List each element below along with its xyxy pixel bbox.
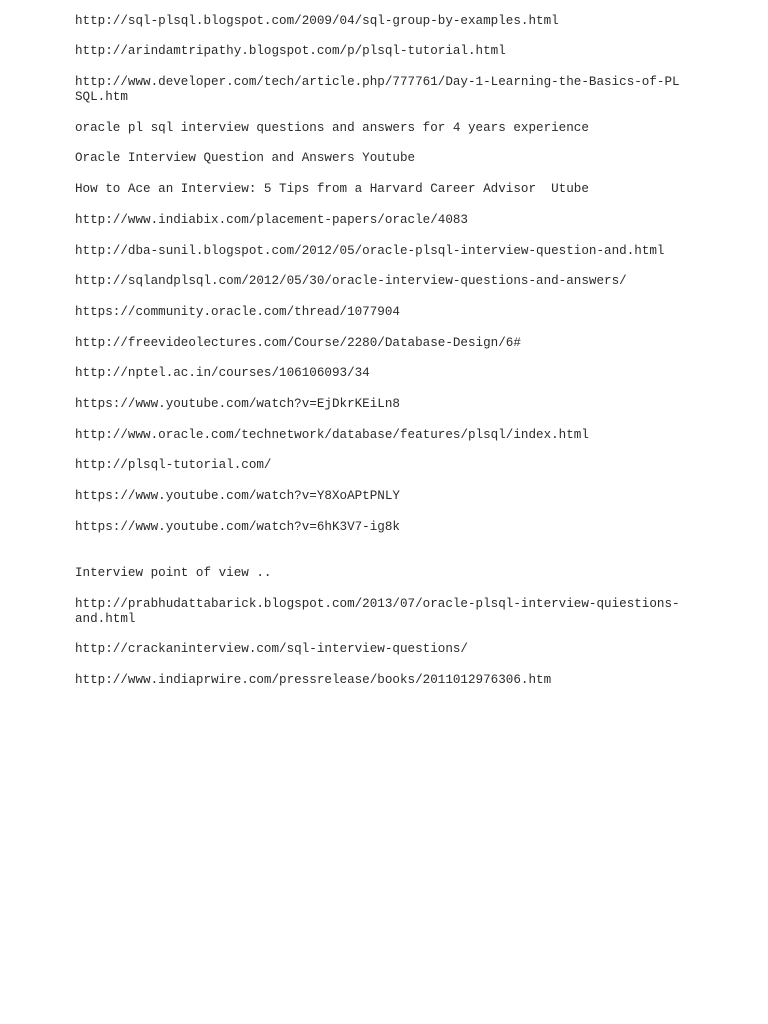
link-developer-article-line-2[interactable]: SQL.htm bbox=[75, 90, 128, 104]
link-freevideolectures-database-design[interactable]: http://freevideolectures.com/Course/2280/Database-Design/6# bbox=[75, 336, 521, 350]
link-sql-plsql-group-by[interactable]: http://sql-plsql.blogspot.com/2009/04/sql-group-by-examples.html bbox=[75, 14, 559, 28]
link-indiaprwire-pressrelease[interactable]: http://www.indiaprwire.com/pressrelease/books/2011012976306.htm bbox=[75, 673, 552, 687]
link-developer-article-line-1[interactable]: http://www.developer.com/tech/article.php/777761/Day-1-Learning-the-Basics-of-PL bbox=[75, 75, 680, 89]
section-heading-interview-point-of-view: Interview point of view .. bbox=[75, 566, 272, 580]
link-oracle-community-thread[interactable]: https://community.oracle.com/thread/1077904 bbox=[75, 305, 400, 319]
link-arindamtripathy-plsql-tutorial[interactable]: http://arindamtripathy.blogspot.com/p/plsql-tutorial.html bbox=[75, 44, 506, 58]
link-plsql-tutorial-site[interactable]: http://plsql-tutorial.com/ bbox=[75, 458, 272, 472]
link-youtube-video-3[interactable]: https://www.youtube.com/watch?v=6hK3V7-ig8k bbox=[75, 520, 400, 534]
link-nptel-course[interactable]: http://nptel.ac.in/courses/106106093/34 bbox=[75, 366, 370, 380]
note-ace-interview-tips: How to Ace an Interview: 5 Tips from a Harvard Career Advisor Utube bbox=[75, 182, 589, 196]
link-youtube-video-2[interactable]: https://www.youtube.com/watch?v=Y8XoAPtPNLY bbox=[75, 489, 400, 503]
link-prabhudattabarick-line-1[interactable]: http://prabhudattabarick.blogspot.com/2013/07/oracle-plsql-interview-quiestions- bbox=[75, 597, 680, 611]
link-crackaninterview-sql[interactable]: http://crackaninterview.com/sql-interview-questions/ bbox=[75, 642, 468, 656]
note-oracle-interview-youtube: Oracle Interview Question and Answers Youtube bbox=[75, 151, 416, 165]
link-oracle-plsql-features[interactable]: http://www.oracle.com/technetwork/database/features/plsql/index.html bbox=[75, 428, 589, 442]
link-indiabix-placement-papers[interactable]: http://www.indiabix.com/placement-papers/oracle/4083 bbox=[75, 213, 468, 227]
note-oracle-interview-4-years: oracle pl sql interview questions and answers for 4 years experience bbox=[75, 121, 589, 135]
link-prabhudattabarick-line-2[interactable]: and.html bbox=[75, 612, 136, 626]
link-sqlandplsql-interview[interactable]: http://sqlandplsql.com/2012/05/30/oracle-interview-questions-and-answers/ bbox=[75, 274, 627, 288]
link-youtube-video-1[interactable]: https://www.youtube.com/watch?v=EjDkrKEiLn8 bbox=[75, 397, 400, 411]
link-dba-sunil-interview[interactable]: http://dba-sunil.blogspot.com/2012/05/oracle-plsql-interview-question-and.html bbox=[75, 244, 665, 258]
